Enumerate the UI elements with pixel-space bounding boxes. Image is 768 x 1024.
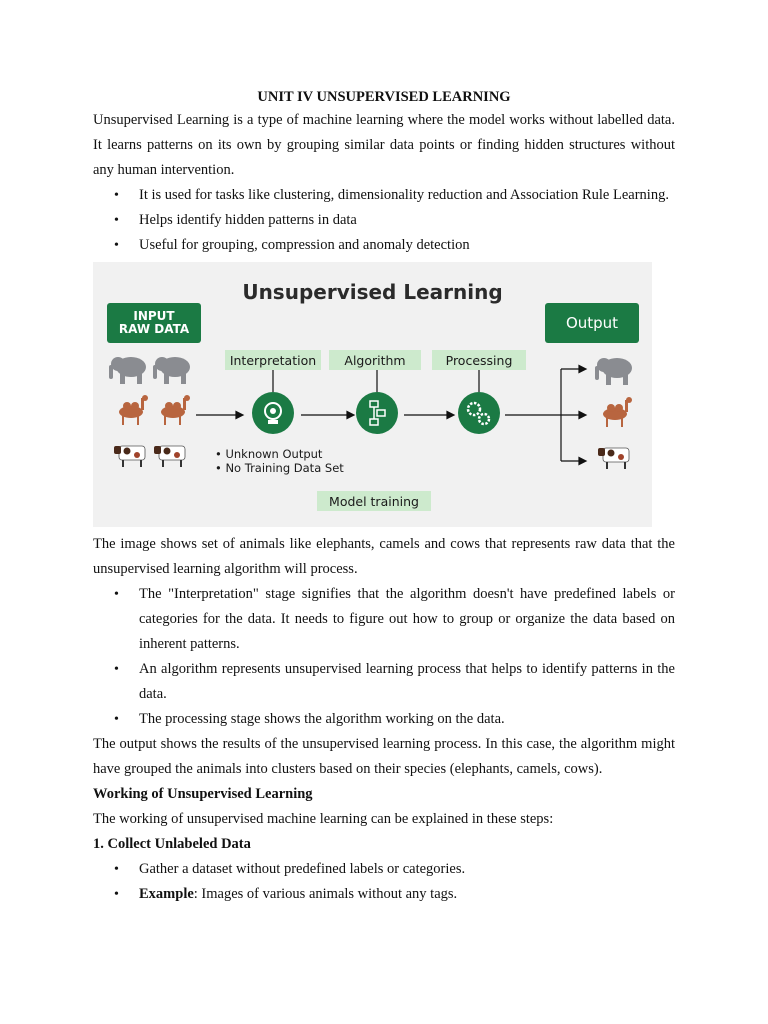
cow-icon <box>114 446 185 467</box>
brain-gear-icon <box>252 392 294 434</box>
camel-icon <box>603 397 632 427</box>
stage-interpretation: Interpretation <box>225 350 321 370</box>
stage-bullet-list <box>93 582 675 732</box>
figure-description: The image shows set of animals like elephants, camels and cows that represents raw data that the unsupervised learning algorithm will process. <box>93 536 675 577</box>
intro-bullet-list <box>93 183 675 258</box>
unsupervised-learning-diagram <box>93 262 652 527</box>
example-label: Example <box>139 886 194 902</box>
stage-algorithm: Algorithm <box>329 350 421 370</box>
camel-icon <box>119 395 190 425</box>
input-raw-data-box: INPUT RAW DATA <box>107 303 201 343</box>
step-bullet-list <box>93 857 675 907</box>
document-page <box>93 86 675 907</box>
list-item: • Gather a dataset without predefined labels or categories. <box>93 857 675 882</box>
intro-paragraph: Unsupervised Learning is a type of machine learning where the model works without labelled data. It learns patterns on its own by grouping similar data points or finding hidden structures without any human intervention. <box>93 112 675 178</box>
working-intro: The working of unsupervised machine learning can be explained in these steps: <box>93 811 554 827</box>
flowchart-icon <box>356 392 398 434</box>
model-training-label: Model training <box>317 491 431 511</box>
diagram-title: Unsupervised Learning <box>242 280 503 304</box>
list-item: • Helps identify hidden patterns in data <box>93 208 675 233</box>
output-paragraph: The output shows the results of the unsupervised learning process. In this case, the algorithm might have grouped the animals into clusters based on their species (elephants, camels, cows). <box>93 736 675 777</box>
list-item: • Useful for grouping, compression and anomaly detection <box>93 233 675 258</box>
output-box: Output <box>545 303 639 343</box>
list-item: • It is used for tasks like clustering, dimensionality reduction and Association Rule Learning. <box>93 183 675 208</box>
stage-processing: Processing <box>432 350 526 370</box>
list-item <box>93 882 675 907</box>
list-item: • The "Interpretation" stage signifies that the algorithm doesn't have predefined labels or categories for the data. It needs to figure out how to group or organize the data based on inherent patterns. <box>93 582 675 657</box>
list-item: • The processing stage shows the algorithm working on the data. <box>93 707 675 732</box>
cow-icon <box>598 448 629 469</box>
document-title: UNIT IV UNSUPERVISED LEARNING <box>257 89 511 105</box>
gears-icon <box>458 392 500 434</box>
example-text: : Images of various animals without any tags. <box>193 886 458 902</box>
diagram-notes <box>215 447 344 475</box>
note-item: • No Training Data Set <box>215 461 344 475</box>
list-item: • An algorithm represents unsupervised learning process that helps to identify patterns in the data. <box>93 657 675 707</box>
note-item: • Unknown Output <box>215 447 344 461</box>
elephant-icon <box>109 357 190 384</box>
section-heading: Working of Unsupervised Learning <box>93 786 313 802</box>
step-heading: 1. Collect Unlabeled Data <box>93 836 251 852</box>
elephant-icon <box>595 358 632 385</box>
